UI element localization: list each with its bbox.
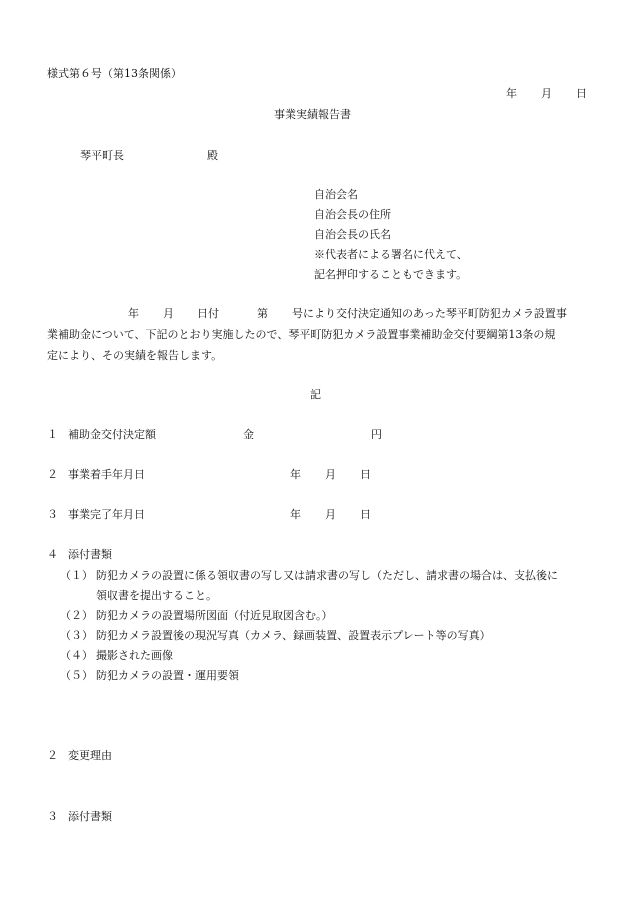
association-name-label: 自治会名: [314, 188, 358, 201]
item1-kin: 金: [243, 428, 254, 441]
signature-note-line1: ※代表者による署名に代えて、: [314, 248, 468, 261]
item1-yen: 円: [371, 428, 382, 441]
body-day-date: 日付: [197, 307, 219, 320]
president-name-label: 自治会長の氏名: [314, 228, 391, 241]
attachment-1-continued: 領収書を提出すること。: [96, 589, 217, 602]
item1-number: １: [47, 428, 58, 441]
body-line2: 業補助金について、下記のとおり実施したので、琴平町防犯カメラ設置事業補助金交付要綱第13条の規: [47, 328, 556, 341]
date-year: 年: [506, 87, 517, 100]
change-reason-label: 変更理由: [68, 749, 112, 762]
item3-year: 年: [290, 508, 301, 521]
document-title: 事業実績報告書: [274, 108, 351, 121]
item2-year: 年: [290, 468, 301, 481]
item3-month: 月: [325, 508, 336, 521]
attachment-5-text: 防犯カメラの設置・運用要領: [96, 669, 239, 682]
attachments-number: ３: [47, 810, 58, 823]
item2-number: ２: [47, 468, 58, 481]
date-day: 日: [576, 87, 587, 100]
item4-label: 添付書類: [68, 548, 112, 561]
attachment-5-number: （５）: [60, 669, 93, 682]
item4-number: ４: [47, 548, 58, 561]
body-dai: 第: [257, 307, 268, 320]
attachment-1-number: （１）: [60, 569, 93, 582]
item3-day: 日: [360, 508, 371, 521]
change-reason-number: ２: [47, 749, 58, 762]
attachment-4-text: 撮影された画像: [96, 649, 173, 662]
date-month: 月: [541, 87, 552, 100]
attachment-2-text: 防犯カメラの設置場所図面（付近見取図含む。）: [96, 609, 333, 622]
signature-note-line2: 記名押印することもできます。: [314, 268, 468, 281]
body-month: 月: [163, 307, 174, 320]
form-label: 様式第６号（第13条関係）: [47, 67, 182, 80]
item2-label: 事業着手年月日: [68, 468, 145, 481]
attachments-label: 添付書類: [68, 810, 112, 823]
president-address-label: 自治会長の住所: [314, 208, 391, 221]
body-line1: 号により交付決定通知のあった琴平町防犯カメラ設置事: [292, 307, 567, 320]
attachment-4-number: （４）: [60, 649, 93, 662]
item2-day: 日: [360, 468, 371, 481]
addressee-name: 琴平町長: [80, 149, 124, 162]
item2-month: 月: [325, 468, 336, 481]
body-line3: 定により、その実績を報告します。: [47, 349, 223, 362]
attachment-1-text: 防犯カメラの設置に係る領収書の写し又は請求書の写し（ただし、請求書の場合は、支払後に: [96, 569, 558, 582]
ki-heading: 記: [310, 388, 321, 401]
body-year: 年: [128, 307, 139, 320]
attachment-3-text: 防犯カメラ設置後の現況写真（カメラ、録画装置、設置表示プレート等の写真）: [96, 629, 491, 642]
attachment-3-number: （３）: [60, 629, 93, 642]
attachment-2-number: （２）: [60, 609, 93, 622]
item3-label: 事業完了年月日: [68, 508, 145, 521]
item3-number: ３: [47, 508, 58, 521]
item1-label: 補助金交付決定額: [68, 428, 156, 441]
addressee-honorific: 殿: [207, 149, 218, 162]
